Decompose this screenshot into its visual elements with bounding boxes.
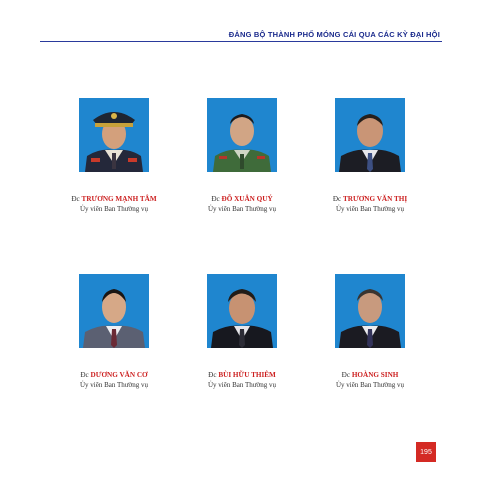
portrait-photo: [79, 274, 149, 348]
member-prefix: Đc: [341, 371, 351, 379]
portrait-image-suit: [335, 274, 405, 348]
member-caption: [172, 195, 312, 205]
member-caption: [44, 371, 184, 381]
member-role: Ủy viên Ban Thường vụ: [79, 204, 149, 213]
portrait-photo: [207, 274, 277, 348]
member-caption: [44, 195, 184, 205]
member-card: [44, 274, 184, 390]
member-role: Ủy viên Ban Thường vụ: [335, 204, 405, 213]
member-role: Ủy viên Ban Thường vụ: [79, 380, 149, 389]
portrait-image-suit: [335, 98, 405, 172]
member-caption: [300, 195, 440, 205]
member-name: ĐỖ XUÂN QUÝ: [221, 195, 273, 203]
portrait-photo: [335, 98, 405, 172]
portrait-image-military: [79, 98, 149, 172]
portrait-image-suit: [207, 274, 277, 348]
member-name: TRƯƠNG VĂN THỊ: [343, 195, 408, 203]
member-prefix: Đc: [211, 195, 220, 203]
member-card: [172, 98, 312, 214]
member-card: [172, 274, 312, 390]
page-header-title: ĐẢNG BỘ THÀNH PHỐ MÓNG CÁI QUA CÁC KỲ ĐẠI HỘI: [228, 30, 440, 39]
member-name: TRƯƠNG MẠNH TÂM: [81, 195, 157, 203]
member-name: HOÀNG SINH: [351, 371, 399, 379]
member-prefix: Đc: [332, 195, 342, 203]
member-role: Ủy viên Ban Thường vụ: [335, 380, 405, 389]
portrait-photo: [207, 98, 277, 172]
member-prefix: Đc: [80, 371, 89, 379]
portrait-image-suit: [79, 274, 149, 348]
member-caption: [172, 371, 312, 381]
member-card: [300, 98, 440, 214]
member-role: Ủy viên Ban Thường vụ: [207, 204, 277, 213]
member-caption: [300, 371, 440, 381]
page-number-badge: 195: [416, 442, 436, 462]
portrait-image-police: [207, 98, 277, 172]
member-prefix: Đc: [208, 371, 217, 379]
member-name: DƯƠNG VĂN CƠ: [90, 371, 148, 379]
member-name: BÙI HỮU THIÊM: [218, 371, 276, 379]
member-card: [300, 274, 440, 390]
portrait-photo: [335, 274, 405, 348]
member-card: [44, 98, 184, 214]
member-role: Ủy viên Ban Thường vụ: [207, 380, 277, 389]
portrait-photo: [79, 98, 149, 172]
member-prefix: Đc: [71, 195, 80, 203]
header-rule: [40, 41, 442, 42]
